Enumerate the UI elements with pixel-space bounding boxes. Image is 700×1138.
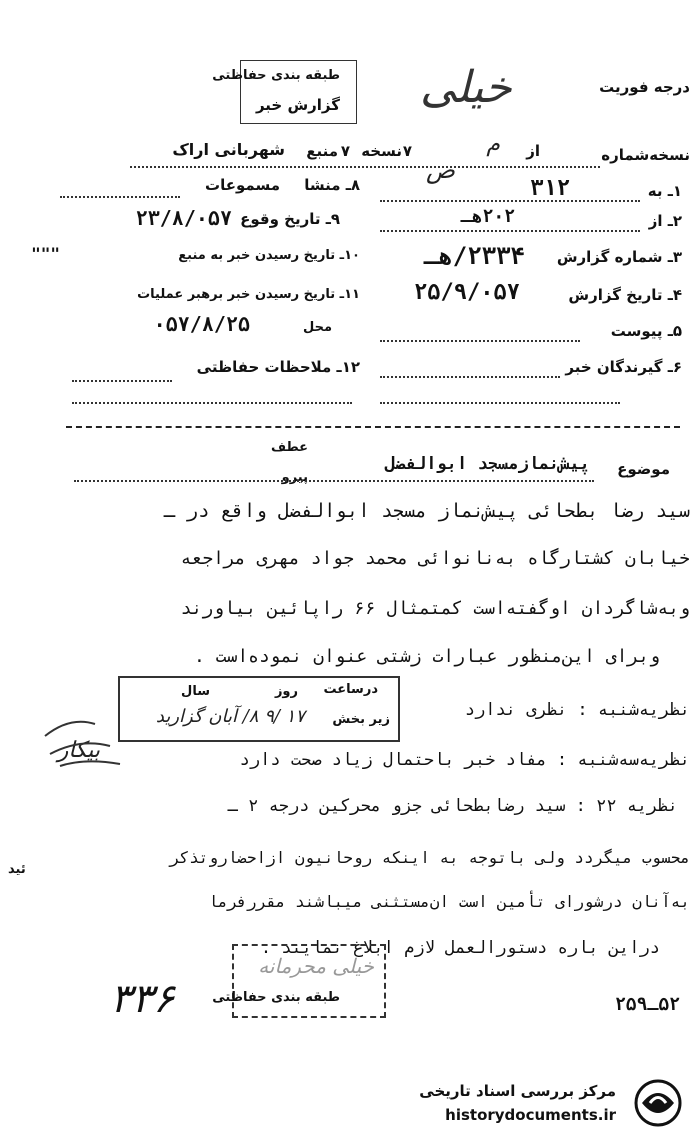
from-label: از: [526, 142, 540, 160]
blank-line-left: [72, 402, 352, 404]
handwritten-page-number: ۳۳۶: [110, 976, 175, 1022]
body-line-5: نظریه‌شنبه : نظری ندارد: [464, 700, 690, 720]
copy-underline: [130, 166, 600, 168]
copy-handwritten-mark: م: [486, 132, 500, 157]
origin-value: مسموعات: [205, 176, 280, 194]
ops-received-label: ۱۱ـ تاریخ رسیدن خبر برهبر عملیات: [137, 287, 360, 302]
body-line-7: نظریه ۲۲ : سید رضابطحائی جزو محرکین درجه ۲ ـ: [227, 796, 678, 816]
origin-label: ۸ـ منشا: [304, 176, 360, 194]
security-notes-label: ۱۲ـ ملاحظات حفاظتی: [196, 358, 360, 376]
source-label: منبع: [306, 142, 338, 160]
center-website: historydocuments.ir: [445, 1106, 616, 1124]
attachment-underline: [380, 340, 580, 342]
body-line-9: به‌آنان درشورای تأمین است ان‌مستثنی میباشند مقررفرما: [208, 892, 690, 911]
margin-scribble: [40, 706, 130, 776]
copy-number-label: نسخه‌شماره: [601, 146, 690, 164]
body-line-2: خیابان کشتارگاه به‌نانوائی محمد جواد مهری مراجعه: [180, 548, 690, 569]
event-date-label: ۹ـ تاریخ وقوع: [240, 210, 340, 228]
origin-underline: [60, 196, 180, 198]
report-title-stamp: گزارش خبر: [255, 96, 340, 114]
recipients-underline: [380, 376, 560, 378]
recipients-label: ۶ـ گیرندگان خبر: [565, 358, 682, 376]
archive-hour-label: درساعت: [323, 682, 378, 697]
source-received-dashes: """: [31, 244, 60, 263]
report-date-label: ۴ـ تاریخ گزارش: [568, 286, 682, 304]
top-handwritten-signature: خیلی: [420, 62, 512, 113]
classification-stamp-bottom-text: طبقه بندی حفاظتی: [212, 990, 340, 1005]
body-insert-note: ئید: [8, 862, 26, 877]
security-notes-underline: [72, 380, 172, 382]
place-label: محل: [302, 320, 332, 335]
source-value-number: ۷: [340, 142, 350, 160]
from-underline: [380, 230, 640, 232]
archive-handwritten: ۱۷ /۹ ۸/ آبان گزارید: [155, 706, 305, 727]
report-date-value: ۲۵/۹/۰۵۷: [414, 280, 520, 305]
event-date-value: ۲۳/۸/۰۵۷: [135, 206, 232, 230]
archive-day-label: روز: [274, 684, 298, 699]
blank-line-right: [380, 402, 620, 404]
subject-annotation-bottom: پیرو: [281, 470, 308, 485]
archive-year-label: سال: [181, 684, 210, 699]
body-line-4: وبرای این‌منظور عبارات زشتی عنوان نموده‌است .: [194, 646, 660, 667]
center-logo-icon: [630, 1078, 686, 1128]
to-handwritten-mark: ص: [425, 156, 455, 184]
stamp-scribble: بیکار: [57, 738, 100, 763]
bottom-stamp-ghost: خیلی محرمانه: [258, 954, 374, 978]
attachment-label: ۵ـ پیوست: [610, 322, 682, 340]
source-value: شهربانی اراک: [172, 140, 285, 159]
to-label: ۱ـ به: [647, 182, 682, 200]
body-line-6: نظریه‌سه‌شنبه : مفاد خبر باحتمال زیاد صحت دارد: [239, 750, 690, 770]
section-divider: [66, 426, 680, 428]
source-received-label: ۱۰ـ تاریخ رسیدن خبر به منبع: [178, 248, 360, 263]
report-number-label: ۳ـ شماره گزارش: [556, 248, 682, 266]
place-value: ۰۵۷/۸/۲۵: [153, 312, 250, 336]
body-line-1: سید رضا بطحائی پیش‌نماز مسجد ابوالفضل واقع در ـ: [163, 500, 690, 522]
degree-label: درجه فوریت: [599, 78, 690, 96]
report-number-value: ۲۳۳۴/هـ: [423, 242, 525, 270]
copy-label: نسخه: [361, 142, 402, 160]
subject-value: پیش‌نمازمسجد ابوالفضل: [385, 454, 590, 474]
body-line-10: دراین باره دستورالعمل لازم ابلاغ نمایند .: [260, 938, 660, 958]
archive-received-label: زیر بخش: [332, 712, 390, 727]
classification-stamp-text: طبقه بندی حفاظتی: [212, 68, 340, 83]
from-field-label: ۲ـ از: [648, 212, 682, 230]
reference-number: ۵۲ـ۲۵۹: [614, 994, 680, 1015]
subject-underline: [74, 480, 594, 482]
body-line-8: محسوب میگردد ولی باتوجه به اینکه روحانیون ازاحضاروتذکر: [169, 848, 690, 867]
center-name: مرکز بررسی اسناد تاریخی: [419, 1082, 616, 1100]
subject-annotation-top: عطف: [270, 440, 308, 455]
copy-value: ۷: [402, 142, 412, 160]
from-field-value: ۲۰۲هـ: [460, 206, 515, 227]
to-value: ۳۱۲: [530, 176, 570, 201]
to-underline: [380, 200, 640, 202]
body-line-3: وبه‌شاگردان اوگفته‌است کمتمثال ۶۶ راپائین بیاورند: [180, 598, 690, 619]
subject-label: موضوع: [617, 460, 670, 478]
